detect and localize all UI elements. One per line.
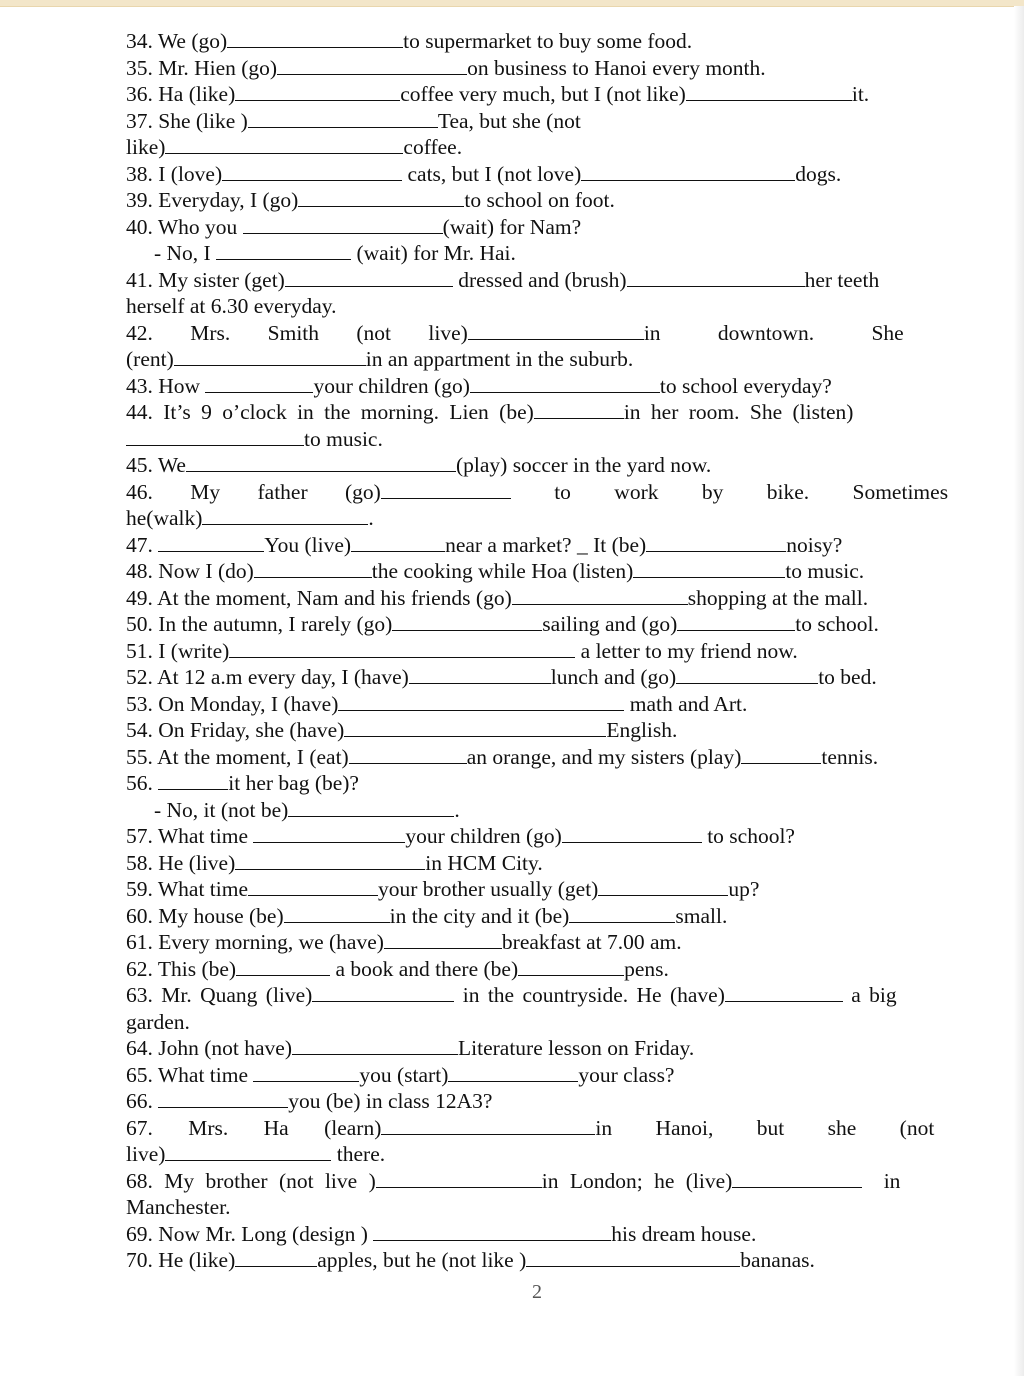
exercise-line: 61. Every morning, we (have) breakfast at 7.00 am. bbox=[126, 930, 682, 954]
exercise-line: 68. My brother (not live ) in London; he (live) in bbox=[126, 1168, 901, 1193]
answer-blank[interactable] bbox=[646, 532, 786, 552]
answer-blank[interactable] bbox=[725, 982, 843, 1002]
answer-blank[interactable] bbox=[285, 267, 453, 287]
answer-blank[interactable] bbox=[222, 161, 402, 181]
answer-blank[interactable] bbox=[686, 81, 852, 101]
answer-blank[interactable] bbox=[158, 1088, 288, 1108]
answer-blank[interactable] bbox=[518, 956, 624, 976]
answer-blank[interactable] bbox=[409, 664, 551, 684]
exercise-line: 64. John (not have) Literature lesson on Friday. bbox=[126, 1036, 695, 1060]
answer-blank[interactable] bbox=[351, 532, 445, 552]
answer-blank[interactable] bbox=[470, 373, 660, 393]
exercise-line: 45. We (play) soccer in the yard now. bbox=[126, 453, 712, 477]
answer-blank[interactable] bbox=[448, 1062, 578, 1082]
answer-blank[interactable] bbox=[534, 399, 624, 419]
exercise-line: 36. Ha (like) coffee very much, but I (not like) it. bbox=[126, 82, 870, 106]
answer-blank[interactable] bbox=[165, 134, 403, 154]
answer-blank[interactable] bbox=[373, 1221, 611, 1241]
exercise-line: herself at 6.30 everyday. bbox=[126, 294, 337, 318]
exercise-line: garden. bbox=[126, 1009, 190, 1034]
exercise-line: 40. Who you (wait) for Nam? bbox=[126, 214, 582, 239]
exercise-line: 63. Mr. Quang (live) in the countryside. He (have) a big bbox=[126, 983, 897, 1007]
answer-blank[interactable] bbox=[202, 505, 368, 525]
answer-blank[interactable] bbox=[254, 558, 372, 578]
exercise-line: 52. At 12 a.m every day, I (have) lunch and (go) to bed. bbox=[126, 665, 877, 689]
answer-blank[interactable] bbox=[158, 770, 228, 790]
page-edge-shadow bbox=[1014, 6, 1024, 1376]
answer-blank[interactable] bbox=[253, 823, 405, 843]
answer-blank[interactable] bbox=[633, 558, 785, 578]
exercise-line: 37. She (like ) Tea, but she (not bbox=[126, 108, 581, 133]
exercise-list bbox=[126, 28, 948, 1274]
exercise-line: live) there. bbox=[126, 1142, 386, 1166]
answer-blank[interactable] bbox=[312, 982, 454, 1002]
exercise-line: 43. How your children (go) to school everyday? bbox=[126, 373, 832, 398]
answer-blank[interactable] bbox=[381, 479, 511, 499]
answer-blank[interactable] bbox=[174, 346, 366, 366]
answer-blank[interactable] bbox=[627, 267, 805, 287]
exercise-line: 67. Mrs. Ha (learn) in Hanoi, but she (not bbox=[126, 1115, 935, 1140]
answer-blank[interactable] bbox=[598, 876, 728, 896]
exercise-line: 47. You (live) near a market? _ It (be) noisy? bbox=[126, 532, 843, 557]
exercise-line: 38. I (love) cats, but I (not love) dogs. bbox=[126, 161, 842, 186]
answer-blank[interactable] bbox=[165, 1141, 331, 1161]
answer-blank[interactable] bbox=[381, 1115, 595, 1135]
answer-blank[interactable] bbox=[732, 1168, 862, 1188]
exercise-line: 51. I (write) a letter to my friend now. bbox=[126, 638, 798, 663]
exercise-line: 70. He (like) apples, but he (not like ) bananas. bbox=[126, 1248, 815, 1272]
exercise-line: 60. My house (be) in the city and it (be) small. bbox=[126, 903, 728, 928]
answer-blank[interactable] bbox=[235, 850, 425, 870]
answer-blank[interactable] bbox=[216, 240, 351, 260]
answer-blank[interactable] bbox=[526, 1247, 740, 1267]
exercise-line: - No, I (wait) for Mr. Hai. bbox=[154, 241, 516, 265]
answer-blank[interactable] bbox=[227, 28, 403, 48]
exercise-line: he(walk) . bbox=[126, 506, 374, 530]
answer-blank[interactable] bbox=[205, 373, 313, 393]
answer-blank[interactable] bbox=[284, 903, 390, 923]
exercise-line: 46. My father (go) to work by bike. Sometimes bbox=[126, 479, 949, 504]
answer-blank[interactable] bbox=[468, 320, 644, 340]
exercise-line: 58. He (live) in HCM City. bbox=[126, 850, 543, 875]
exercise-line: 39. Everyday, I (go) to school on foot. bbox=[126, 188, 615, 212]
answer-blank[interactable] bbox=[243, 214, 443, 234]
exercise-line: Manchester. bbox=[126, 1195, 231, 1219]
answer-blank[interactable] bbox=[277, 55, 467, 75]
page-number: 2 bbox=[532, 1281, 542, 1303]
answer-blank[interactable] bbox=[344, 717, 606, 737]
answer-blank[interactable] bbox=[288, 797, 454, 817]
exercise-line: 69. Now Mr. Long (design ) his dream house. bbox=[126, 1221, 757, 1246]
answer-blank[interactable] bbox=[298, 187, 464, 207]
answer-blank[interactable] bbox=[677, 611, 795, 631]
exercise-line: 42. Mrs. Smith (not live) in downtown. She bbox=[126, 320, 904, 345]
answer-blank[interactable] bbox=[235, 1247, 317, 1267]
answer-blank[interactable] bbox=[676, 664, 818, 684]
exercise-line: 57. What time your children (go) to school? bbox=[126, 824, 795, 848]
answer-blank[interactable] bbox=[512, 585, 688, 605]
answer-blank[interactable] bbox=[126, 426, 304, 446]
exercise-line: 49. At the moment, Nam and his friends (go) shopping at the mall. bbox=[126, 585, 869, 610]
answer-blank[interactable] bbox=[235, 81, 400, 101]
answer-blank[interactable] bbox=[158, 532, 264, 552]
answer-blank[interactable] bbox=[376, 1168, 542, 1188]
answer-blank[interactable] bbox=[292, 1035, 458, 1055]
answer-blank[interactable] bbox=[248, 876, 378, 896]
exercise-line: to music. bbox=[126, 426, 948, 453]
answer-blank[interactable] bbox=[392, 611, 542, 631]
exercise-line: 44. It’s 9 o’clock in the morning. Lien (be) in her room. She (listen) bbox=[126, 400, 854, 424]
answer-blank[interactable] bbox=[186, 452, 456, 472]
exercise-line: 55. At the moment, I (eat) an orange, and my sisters (play) tennis. bbox=[126, 744, 879, 769]
exercise-line: 48. Now I (do) the cooking while Hoa (listen) to music. bbox=[126, 559, 865, 583]
exercise-line: 53. On Monday, I (have) math and Art. bbox=[126, 691, 748, 716]
answer-blank[interactable] bbox=[253, 1062, 359, 1082]
window-top-strip bbox=[0, 0, 1024, 7]
answer-blank[interactable] bbox=[562, 823, 702, 843]
answer-blank[interactable] bbox=[581, 161, 795, 181]
answer-blank[interactable] bbox=[349, 744, 467, 764]
exercise-line: (rent) in an appartment in the suburb. bbox=[126, 347, 634, 371]
answer-blank[interactable] bbox=[248, 108, 438, 128]
exercise-line: 50. In the autumn, I rarely (go) sailing and (go) to school. bbox=[126, 612, 879, 636]
answer-blank[interactable] bbox=[338, 691, 624, 711]
exercise-line: 62. This (be) a book and there (be) pens. bbox=[126, 956, 669, 981]
exercise-line: 34. We (go) to supermarket to buy some food. bbox=[126, 29, 693, 53]
exercise-line: 54. On Friday, she (have) English. bbox=[126, 718, 678, 742]
exercise-line: 35. Mr. Hien (go) on business to Hanoi every month. bbox=[126, 55, 766, 80]
exercise-line: - No, it (not be) . bbox=[154, 797, 460, 822]
exercise-line: 66. you (be) in class 12A3? bbox=[126, 1089, 493, 1113]
answer-blank[interactable] bbox=[236, 956, 330, 976]
exercise-line: 65. What time you (start) your class? bbox=[126, 1062, 675, 1087]
answer-blank[interactable] bbox=[229, 638, 575, 658]
exercise-line: 56. it her bag (be)? bbox=[126, 771, 359, 795]
answer-blank[interactable] bbox=[384, 929, 502, 949]
answer-blank[interactable] bbox=[569, 903, 675, 923]
answer-blank[interactable] bbox=[741, 744, 821, 764]
exercise-line: 41. My sister (get) dressed and (brush) her teeth bbox=[126, 267, 880, 292]
exercise-line: like) coffee. bbox=[126, 135, 463, 159]
exercise-line: 59. What time your brother usually (get) up? bbox=[126, 877, 760, 901]
